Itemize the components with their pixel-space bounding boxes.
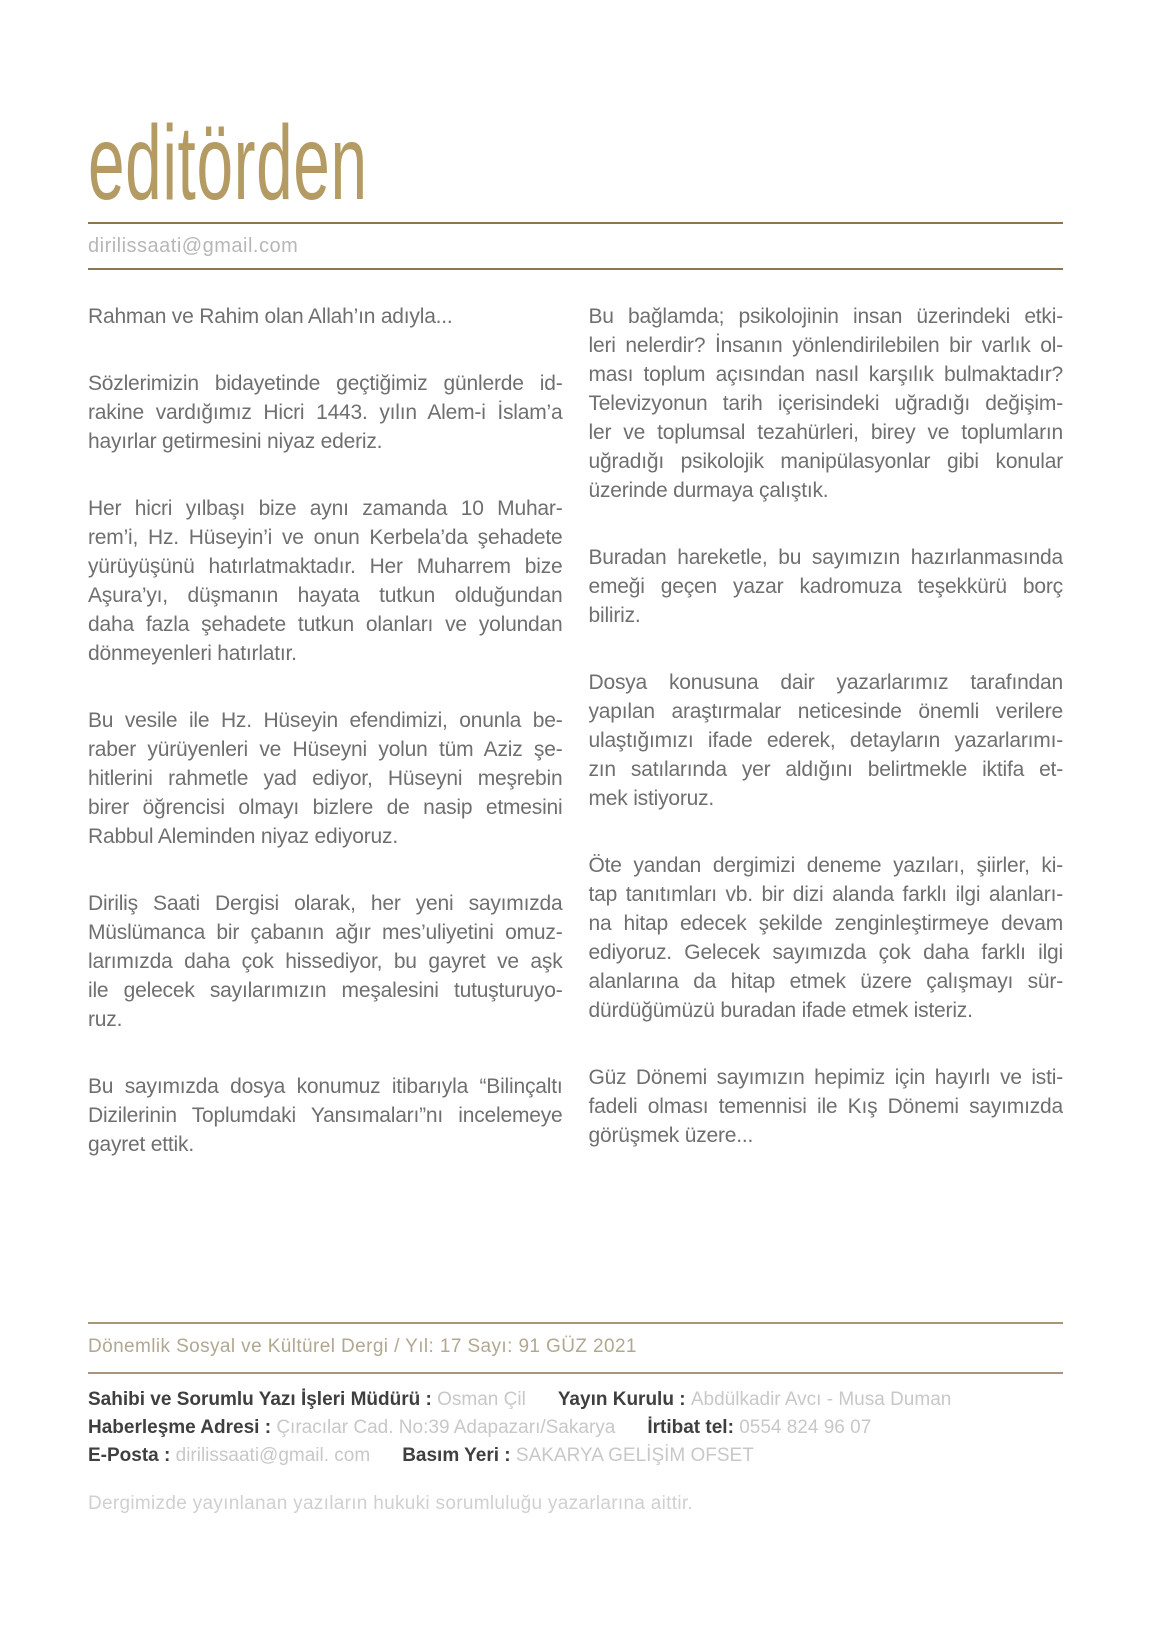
colophon-label: İrtibat tel: xyxy=(647,1417,740,1438)
colophon-row xyxy=(88,1386,1063,1414)
text-line: Güz Dönemi sayımızın hepimiz için hayırlı ve isti- xyxy=(588,1066,1063,1089)
text-line: Bu vesile ile Hz. Hüseyin efendimizi, onunla be- xyxy=(88,709,563,732)
text-line: gayret ettik. xyxy=(88,1133,194,1156)
article-column-left xyxy=(88,302,563,1160)
paragraph xyxy=(88,302,563,331)
colophon-value: Abdülkadir Avcı - Musa Duman xyxy=(690,1389,952,1410)
colophon-value: Çıracılar Cad. No:39 Adapazarı/Sakarya xyxy=(276,1417,616,1438)
text-line: alanlarına da hitap etmek üzere çalışmayı sür- xyxy=(588,970,1063,993)
text-line: görüşmek üzere... xyxy=(588,1124,754,1147)
page-title: editörden xyxy=(88,104,368,222)
text-line: Dizilerinin Toplumdaki Yansımaları”nı incelemeye xyxy=(88,1104,563,1127)
text-line: Diriliş Saati Dergisi olarak, her yeni sayımızda xyxy=(88,892,563,915)
text-line: ması toplum açısından nasıl karşılık bulmaktadır? xyxy=(588,363,1063,386)
colophon-row xyxy=(88,1442,1063,1470)
text-line: tap tanıtımları vb. bir dizi alanda farklı ilgi alanları- xyxy=(588,883,1063,906)
colophon-value: Osman Çil xyxy=(437,1389,526,1410)
text-line: na hitap edecek şekilde zenginleştirmeye devam xyxy=(588,912,1063,935)
text-line: dürdüğümüzü buradan ifade etmek isteriz. xyxy=(588,999,973,1022)
text-line: biliriz. xyxy=(588,604,641,627)
text-line: rakine vardığımız Hicri 1443. yılın Alem-i İslam’a xyxy=(88,401,563,424)
text-line: rem’i, Hz. Hüseyin’i ve onun Kerbela’da şehadete xyxy=(88,526,563,549)
colophon-pair xyxy=(558,1386,952,1414)
text-line: ruz. xyxy=(88,1008,123,1031)
text-line: hayırlar getirmesini niyaz ederiz. xyxy=(88,430,383,453)
paragraph xyxy=(88,1072,563,1159)
text-line: mek istiyoruz. xyxy=(588,787,715,810)
text-line: yapılan araştırmalar neticesinde önemli verilere xyxy=(588,700,1063,723)
article xyxy=(88,302,1063,1160)
paragraph xyxy=(88,369,563,456)
colophon-pair xyxy=(88,1414,615,1442)
colophon-pair xyxy=(647,1414,871,1442)
text-line: Buradan hareketle, bu sayımızın hazırlanmasında xyxy=(588,546,1063,569)
colophon-pair xyxy=(88,1386,526,1414)
colophon-label: Haberleşme Adresi : xyxy=(88,1417,277,1438)
paragraph xyxy=(88,889,563,1034)
footer xyxy=(88,1322,1063,1516)
disclaimer: Dergimizde yayınlanan yazıların hukuki sorumluluğu yazarlarına aittir. xyxy=(88,1493,693,1514)
text-line: fadeli olması temennisi ile Kış Dönemi sayımızda xyxy=(588,1095,1063,1118)
text-line: ulaştığımızı ifade ederek, detayların yazarlarımı- xyxy=(588,729,1063,752)
text-line: üzerinde durmaya çalıştık. xyxy=(588,479,829,502)
paragraph xyxy=(589,302,1064,505)
colophon-label: Sahibi ve Sorumlu Yazı İşleri Müdürü : xyxy=(88,1389,438,1410)
paragraph xyxy=(88,706,563,851)
text-line: Müslümanca bir çabanın ağır mes’uliyetini omuz- xyxy=(88,921,563,944)
colophon xyxy=(88,1386,1063,1470)
text-line: Televizyonun tarih içerisindeki uğradığı değişim- xyxy=(588,392,1063,415)
text-line: Rabbul Aleminden niyaz ediyoruz. xyxy=(88,825,398,848)
text-line: Rahman ve Rahim olan Allah’ın adıyla... xyxy=(88,305,453,328)
text-line: leri nelerdir? İnsanın yönlendirilebilen bir varlık ol- xyxy=(588,334,1063,357)
paragraph xyxy=(88,494,563,668)
paragraph xyxy=(589,668,1064,813)
colophon-label: Yayın Kurulu : xyxy=(557,1389,691,1410)
text-line: Bu sayımızda dosya konumuz itibarıyla “Bilinçaltı xyxy=(88,1075,563,1098)
paragraph xyxy=(589,851,1064,1025)
text-line: Bu bağlamda; psikolojinin insan üzerindeki etki- xyxy=(588,305,1063,328)
colophon-value: dirilissaati@gmail. com xyxy=(175,1445,371,1466)
text-line: dönmeyenleri hatırlatır. xyxy=(88,642,297,665)
contact-email: dirilissaati@gmail.com xyxy=(88,235,299,257)
text-line: emeği geçen yazar kadromuza teşekkürü borç xyxy=(588,575,1063,598)
text-line: larımızda daha çok hissediyor, bu gayret ve aşk xyxy=(88,950,563,973)
text-line: Öte yandan dergimizi deneme yazıları, şiirler, ki- xyxy=(588,854,1063,877)
text-line: Her hicri yılbaşı bize aynı zamanda 10 Muhar- xyxy=(88,497,563,520)
text-line: daha fazla şehadete tutkun olanları ve yolundan xyxy=(88,613,563,636)
text-line: Sözlerimizin bidayetinde geçtiğimiz günlerde id- xyxy=(88,372,563,395)
text-line: birer öğrencisi olmayı bizlere de nasip etmesini xyxy=(88,796,563,819)
colophon-row xyxy=(88,1414,1063,1442)
colophon-label: Basım Yeri : xyxy=(402,1445,516,1466)
colophon-label: E-Posta : xyxy=(88,1445,176,1466)
article-column-right xyxy=(589,302,1064,1160)
title-rule-bottom xyxy=(88,268,1063,270)
paragraph xyxy=(589,1063,1064,1150)
text-line: yürüyüşünü hatırlatmaktadır. Her Muharrem bize xyxy=(88,555,563,578)
text-line: ediyoruz. Gelecek sayımızda çok daha farklı ilgi xyxy=(588,941,1063,964)
text-line: ler ve toplumsal tezahürleri, birey ve toplumların xyxy=(588,421,1063,444)
colophon-value: SAKARYA GELİŞİM OFSET xyxy=(515,1445,754,1466)
colophon-pair xyxy=(402,1442,754,1470)
colophon-pair xyxy=(88,1442,370,1470)
journal-info-line: Dönemlik Sosyal ve Kültürel Dergi / Yıl: 17 Sayı: 91 GÜZ 2021 xyxy=(88,1336,637,1357)
text-line: Dosya konusuna dair yazarlarımız tarafından xyxy=(588,671,1063,694)
text-line: hitlerini rahmetle yad ediyor, Hüseyni meşrebin xyxy=(88,767,563,790)
text-line: Aşura’yı, düşmanın hayata tutkun olduğundan xyxy=(88,584,563,607)
paragraph xyxy=(589,543,1064,630)
colophon-value: 0554 824 96 07 xyxy=(739,1417,872,1438)
text-line: zın satılarında yer aldığını belirtmekle iktifa et- xyxy=(588,758,1063,781)
text-line: uğradığı psikolojik manipülasyonlar gibi konular xyxy=(588,450,1063,473)
footer-rule-bottom xyxy=(88,1372,1063,1374)
text-line: ile gelecek sayılarımızın meşalesini tutuşturuyo- xyxy=(88,979,563,1002)
text-line: raber yürüyenleri ve Hüseyni yolun tüm Aziz şe- xyxy=(88,738,563,761)
